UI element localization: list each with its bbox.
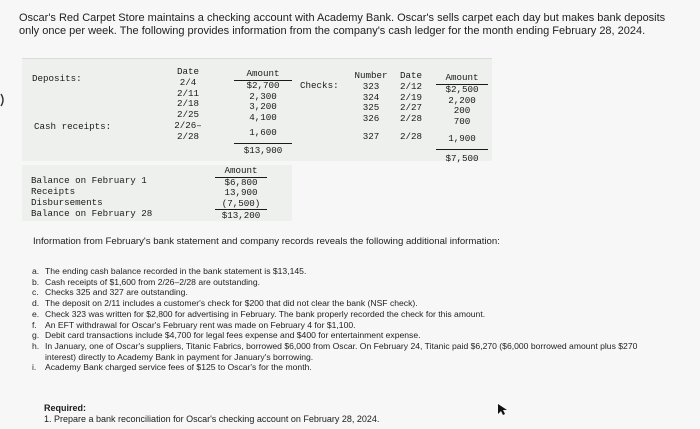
- required-question-1: 1. Prepare a bank reconciliation for Oscar's checking account on February 28, 2024.: [44, 413, 380, 424]
- deposits-label: Deposits:: [32, 73, 82, 84]
- check-date-column: [394, 71, 428, 143]
- check-date: 2/28: [399, 113, 423, 125]
- check-number: 324: [362, 91, 380, 103]
- summary-amount: $13,200: [221, 210, 261, 221]
- list-letter: f.: [32, 319, 37, 330]
- list-item: [30, 362, 670, 373]
- list-text: Check 323 was written for $2,800 for advertising in February. The bank properly recorded the check for this amount.: [45, 308, 486, 319]
- check-date: 2/27: [399, 102, 423, 114]
- check-amount: 700: [453, 116, 471, 128]
- list-item: [30, 298, 670, 309]
- list-text: The ending cash balance recorded in the bank statement is $13,145.: [45, 266, 307, 276]
- list-letter: i.: [32, 362, 37, 373]
- check-amount: $2,500: [445, 83, 479, 95]
- check-number: 323: [362, 80, 380, 92]
- deposits-amount-column: [234, 69, 292, 157]
- date-header: Date: [176, 66, 200, 77]
- deposit-date: 2/25: [176, 109, 200, 121]
- number-header: Number: [354, 70, 388, 81]
- balance-summary-panel: [22, 165, 292, 221]
- list-item: [30, 266, 670, 277]
- check-date: 2/12: [399, 80, 423, 92]
- deposit-amount: 4,100: [249, 112, 277, 124]
- list-letter: d.: [32, 298, 40, 309]
- check-date-header: Date: [399, 70, 423, 81]
- checks-label: Checks:: [300, 80, 339, 91]
- deposits-total: $13,900: [243, 144, 283, 156]
- deposit-amount: 3,200: [249, 101, 277, 113]
- list-item: [30, 277, 670, 288]
- cash-ledger-panel: [22, 58, 492, 164]
- additional-info-list: [30, 266, 670, 373]
- additional-info-line: Information from February's bank statement and company records reveals the following additional information:: [33, 236, 500, 247]
- deposit-date: 2/18: [176, 98, 200, 110]
- list-item: [30, 309, 670, 320]
- cash-receipt-date: 2/26–: [174, 119, 202, 131]
- cash-receipt-date: 2/28: [176, 130, 200, 142]
- summary-labels: [31, 175, 152, 219]
- list-letter: b.: [32, 276, 40, 287]
- summary-amount: 13,900: [224, 187, 258, 198]
- list-letter: h.: [32, 340, 40, 351]
- list-text: The deposit on 2/11 includes a customer's check for $200 that did not clear the bank (NSF check).: [45, 298, 418, 309]
- required-section: [44, 403, 379, 424]
- list-text: An EFT withdrawal for Oscar's February rent was made on February 4 for $1,100.: [45, 319, 356, 330]
- check-amount: 2,200: [448, 94, 476, 106]
- summary-amount: $6,800: [224, 176, 258, 188]
- deposit-date: 2/11: [176, 87, 200, 99]
- summary-amount-header: Amount: [215, 166, 267, 178]
- deposit-amount: 2,300: [249, 90, 277, 102]
- check-number: 327: [362, 130, 380, 142]
- list-letter: e.: [32, 308, 40, 319]
- check-amount-header: Amount: [436, 73, 488, 85]
- mouse-cursor-icon: [497, 402, 509, 414]
- summary-label: Disbursements: [31, 197, 103, 208]
- list-item: [30, 287, 670, 298]
- summary-amounts: [215, 166, 267, 222]
- deposits-date-column: [162, 67, 214, 143]
- check-number: 326: [362, 113, 380, 125]
- list-text: In January, one of Oscar's suppliers, Titanic Fabrics, borrowed $6,000 from Oscar. On February 24, Titanic paid $6,270 ($6,000 borrowed amount plus $270 interest) directly to Academy Bank in payment for January's borrowing.: [45, 340, 638, 362]
- summary-amount: (7,500): [215, 199, 267, 211]
- list-letter: c.: [32, 287, 39, 298]
- summary-label: Receipts: [31, 186, 76, 197]
- list-text: Checks 325 and 327 are outstanding.: [45, 287, 188, 298]
- list-item: [30, 330, 670, 341]
- list-text: Debit card transactions include $4,700 for legal fees expense and $400 for entertainment expense.: [45, 330, 421, 341]
- deposit-date: 2/4: [179, 76, 197, 88]
- amount-header: Amount: [234, 69, 292, 81]
- checks-total: $7,500: [445, 152, 479, 164]
- summary-label: Balance on February 1: [31, 175, 147, 186]
- check-date: 2/19: [399, 91, 423, 103]
- deposit-amount: $2,700: [246, 79, 280, 91]
- problem-intro: Oscar's Red Carpet Store maintains a checking account with Academy Bank. Oscar's sells carpet each day but makes bank deposits only once per week. The following provides information from the company's cash ledger for the month ending February 28, 2024.: [19, 12, 666, 37]
- cash-receipts-label: Cash receipts:: [34, 121, 112, 132]
- list-text: Academy Bank charged service fees of $125 to Oscar's for the month.: [45, 362, 312, 373]
- check-date: 2/28: [399, 130, 423, 142]
- list-letter: a.: [32, 266, 40, 276]
- list-letter: g.: [32, 330, 40, 341]
- check-number-column: [348, 71, 394, 143]
- page-edge-mark: [0, 93, 6, 107]
- check-amount: 1,900: [436, 134, 488, 150]
- summary-label: Balance on February 28: [31, 208, 153, 219]
- list-item: [30, 320, 670, 331]
- check-number: 325: [362, 102, 380, 114]
- list-text: Cash receipts of $1,600 from 2/26–2/28 are outstanding.: [45, 276, 260, 287]
- required-heading: Required:: [44, 403, 87, 413]
- list-item: [30, 341, 670, 362]
- cash-receipt-amount: 1,600: [234, 128, 292, 144]
- check-amount: 200: [453, 105, 471, 117]
- check-amount-column: [436, 73, 488, 165]
